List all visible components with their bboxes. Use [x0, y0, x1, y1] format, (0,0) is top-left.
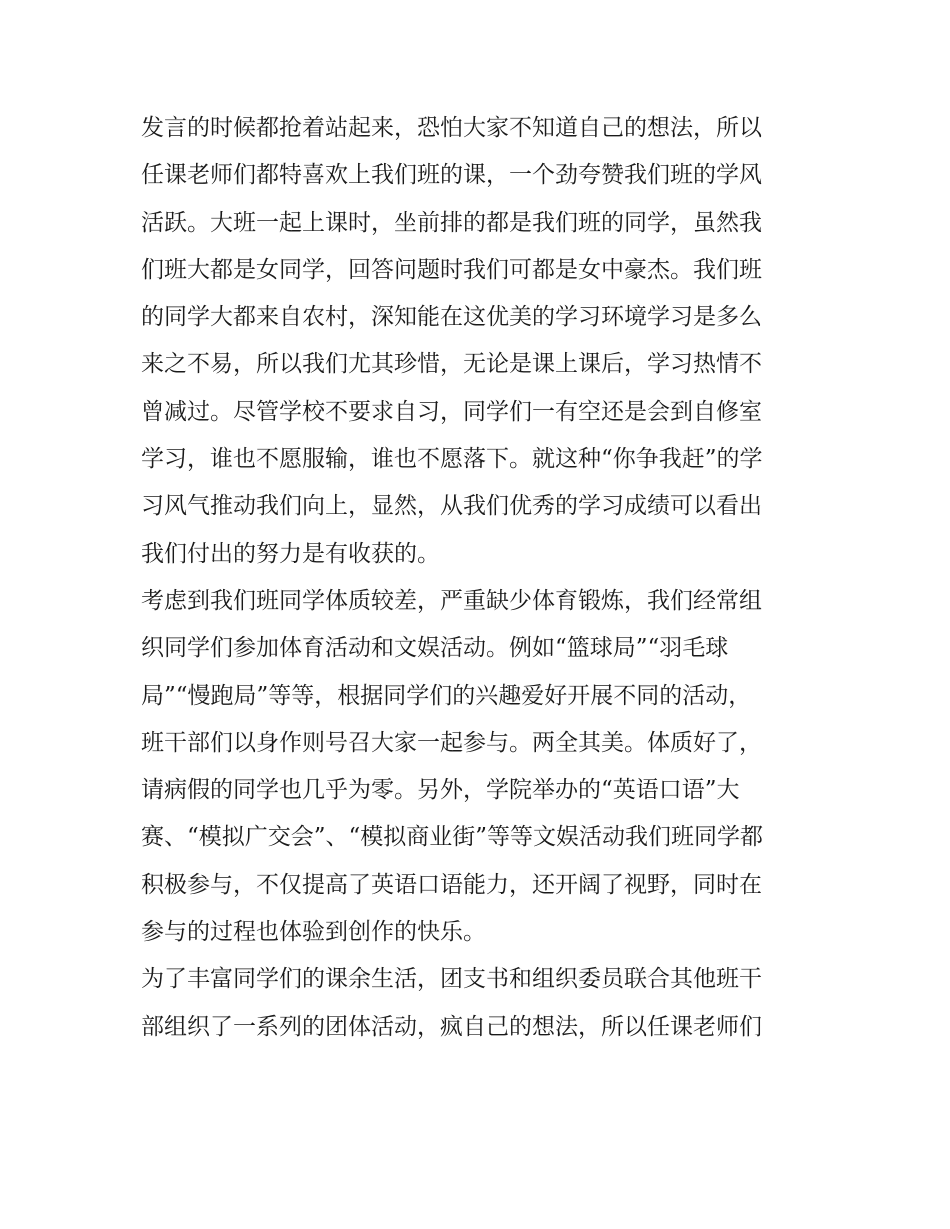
text-line: 参与的过程也体验到创作的快乐。	[141, 919, 486, 946]
text-line: 们班大都是女同学，回答问题时我们可都是女中豪杰。我们班	[141, 256, 762, 283]
text-line: 部组织了一系列的团体活动，疯自己的想法，所以任课老师们	[141, 1013, 762, 1040]
text-line: 赛、“模拟广交会”、“模拟商业街”等等文娱活动我们班同学都	[141, 824, 764, 851]
text-line: 发言的时候都抢着站起来，恐怕大家不知道自己的想法，所以	[141, 115, 762, 141]
text-line: 学习，谁也不愿服输，谁也不愿落下。就这种“你争我赶”的学	[141, 446, 763, 473]
text-line: 请病假的同学也几乎为零。另外，学院举办的“英语口语”大	[141, 777, 740, 804]
text-line: 来之不易，所以我们尤其珍惜，无论是课上课后，学习热情不	[141, 351, 762, 378]
text-line: 局”“慢跑局”等等，根据同学们的兴趣爱好开展不同的活动，	[141, 682, 752, 709]
body-text	[141, 105, 821, 1051]
text-line: 任课老师们都特喜欢上我们班的课，一个劲夸赞我们班的学风	[141, 162, 762, 189]
text-line: 的同学大都来自农村，深知能在这优美的学习环境学习是多么	[141, 304, 762, 331]
text-line: 为了丰富同学们的课余生活，团支书和组织委员联合其他班干	[141, 966, 762, 993]
text-line: 我们付出的努力是有收获的。	[141, 540, 440, 567]
text-line: 织同学们参加体育活动和文娱活动。例如“篮球局”“羽毛球	[141, 635, 729, 662]
text-line: 活跃。大班一起上课时，坐前排的都是我们班的同学，虽然我	[141, 209, 762, 236]
text-line: 班干部们以身作则号召大家一起参与。两全其美。体质好了，	[141, 729, 762, 756]
text-line: 习风气推动我们向上，显然，从我们优秀的学习成绩可以看出	[141, 493, 762, 520]
text-line: 考虑到我们班同学体质较差，严重缺少体育锻炼，我们经常组	[141, 587, 762, 614]
text-line: 积极参与，不仅提高了英语口语能力，还开阔了视野，同时在	[141, 871, 762, 898]
text-line: 曾减过。尽管学校不要求自习，同学们一有空还是会到自修室	[141, 398, 762, 425]
